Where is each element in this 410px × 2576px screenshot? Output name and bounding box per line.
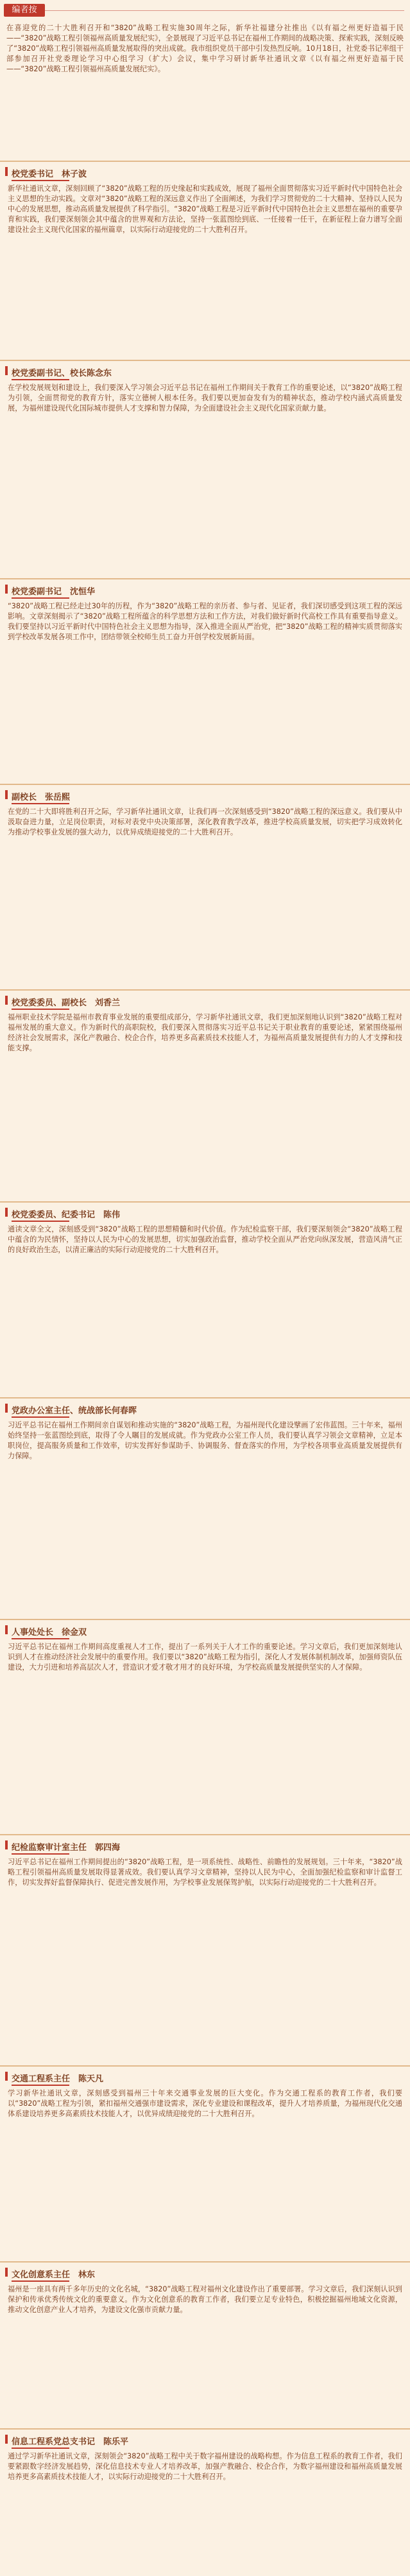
section-title: 校党委委员、副校长 刘香兰 xyxy=(12,998,121,1008)
section-header xyxy=(0,161,410,184)
section-body: 福州是一座具有两千多年历史的文化名城，“3820”战略工程对福州文化建设作出了重要部署。学习文章后，我们深刻认识到保护和传承优秀传统文化的重要意义。作为文化创意系的教育工作者，我们要立足专业特色，积极挖掘福州地域文化资源，推动文化创意产业人才培养，为建设文化强市贡献力量。 xyxy=(8,2285,402,2314)
section-body: “3820”战略工程已经走过30年的历程，作为“3820”战略工程的亲历者、参与者、见证者，我们深切感受到这项工程的深远影响。文章深刻揭示了“3820”战略工程所蕴含的科学思想方法和工作方法，对我们做好新时代高校工作具有重要指导意义。我们要坚持以习近平新时代中国特色社会主义思想为指导，深入推进全面从严治党，把“3820”战略工程的精神实质贯彻落实到学校改革发展各项工作中，团结带领全校师生员工奋力开创学校发展新局面。 xyxy=(8,602,402,641)
section-underline xyxy=(12,379,69,380)
section-title: 纪检监察审计室主任 郭四海 xyxy=(12,1843,121,1853)
section-title: 校党委书记 林子波 xyxy=(12,170,87,179)
section-body: 习近平总书记在福州工作期间高度重视人才工作，提出了一系列关于人才工作的重要论述。学习文章后，我们更加深刻地认识到人才在推动经济社会发展中的重要作用。我们要以“3820”战略工程为指引，深化人才发展体制机制改革，加强师资队伍建设，大力引进和培养高层次人才，营造识才爱才敬才用才的良好环境，为学校高质量发展提供坚实的人才保障。 xyxy=(8,1643,402,1672)
section-3 xyxy=(0,578,410,642)
section-body: 在党的二十大即将胜利召开之际，学习新华社通讯文章，让我们再一次深刻感受到“3820”战略工程的深远意义。我们要从中汲取奋进力量，立足岗位职责，对标对表党中央决策部署，深化教育教学改革，推进学校高质量发展，切实把学习成效转化为推动学校事业发展的强大动力，以优异成绩迎接党的二十大胜利召开。 xyxy=(8,807,402,836)
section-header xyxy=(0,1201,410,1224)
section-body: 习近平总书记在福州工作期间亲自谋划和推动实施的“3820”战略工程，为福州现代化建设擘画了宏伟蓝图。三十年来，福州始终坚持一张蓝图绘到底，取得了令人瞩目的发展成就。作为党政办公室工作人员，我们要认真学习领会文章精神，立足本职岗位，提高服务质量和工作效率，切实发挥好参谋助手、协调服务、督查落实的作用，为学校各项事业高质量发展提供有力保障。 xyxy=(8,1421,402,1460)
section-marker xyxy=(5,1404,8,1413)
section-body: 在学校发展规划和建设上，我们要深入学习领会习近平总书记在福州工作期间关于教育工作的重要论述，以“3820”战略工程为引领，全面贯彻党的教育方针，落实立德树人根本任务。我们要以更加奋发有为的精神状态，推动学校内涵式高质量发展，为福州建设现代化国际城市提供人才支撑和智力保障，为全面建设社会主义现代化国家贡献力量。 xyxy=(8,384,402,412)
section-underline xyxy=(12,1009,69,1010)
section-title: 交通工程系主任 陈天凡 xyxy=(12,2074,104,2084)
section-marker xyxy=(5,1840,8,1849)
section-2 xyxy=(0,360,410,414)
section-marker xyxy=(5,585,8,594)
section-underline xyxy=(12,2085,69,2086)
section-title: 校党委副书记、校长陈念东 xyxy=(12,369,112,378)
header-rule xyxy=(45,10,404,11)
section-title: 人事处处长 徐金双 xyxy=(12,1628,87,1637)
section-body: 福州职业技术学院是福州市教育事业发展的重要组成部分，学习新华社通讯文章，我们更加深刻地认识到“3820”战略工程对福州发展的重大意义。作为新时代的高职院校，我们要深入贯彻落实习近平总书记关于职业教育的重要论述，紧紧围绕福州经济社会发展需求，深化产教融合、校企合作，培养更多高素质技术技能人才，为福州高质量发展提供有力的人才支撑和技能支撑。 xyxy=(8,1013,402,1052)
section-underline xyxy=(12,1416,69,1418)
section-title: 信息工程系党总支书记 陈乐平 xyxy=(12,2437,129,2447)
section-header xyxy=(0,2428,410,2451)
section-8 xyxy=(0,1619,410,1673)
section-title: 党政办公室主任、统战部长何春晖 xyxy=(12,1406,137,1416)
section-marker xyxy=(5,1208,8,1217)
section-underline xyxy=(12,1853,69,1855)
section-5 xyxy=(0,989,410,1054)
section-11 xyxy=(0,2261,410,2315)
section-header xyxy=(0,1397,410,1420)
section-header xyxy=(0,1834,410,1857)
section-1 xyxy=(0,161,410,235)
section-underline xyxy=(12,2280,69,2282)
section-underline xyxy=(12,180,69,181)
section-header xyxy=(0,1619,410,1642)
section-title: 校党委委员、纪委书记 陈伟 xyxy=(12,1210,121,1220)
section-marker xyxy=(5,167,8,176)
section-header xyxy=(0,989,410,1012)
section-title: 校党委副书记 沈恒华 xyxy=(12,587,96,597)
section-underline xyxy=(12,1638,69,1639)
section-body: 习近平总书记在福州工作期间提出的“3820”战略工程，是一项系统性、战略性、前瞻性的发展规划。三十年来，“3820”战略工程引领福州高质量发展取得显著成效。我们要认真学习文章精神，坚持以人民为中心，全面加强纪检监察和审计监督工作，切实发挥好监督保障执行、促进完善发展作用，为学校事业发展保驾护航，以实际行动迎接党的二十大胜利召开。 xyxy=(8,1858,402,1887)
section-header xyxy=(0,2261,410,2284)
section-marker xyxy=(5,1625,8,1634)
section-header xyxy=(0,784,410,807)
header-bar xyxy=(0,0,410,18)
section-body: 通读文章全文，深刻感受到“3820”战略工程的思想精髓和时代价值。作为纪检监察干部，我们要深刻领会“3820”战略工程中蕴含的为民情怀，坚持以人民为中心的发展思想，切实加强政治监督，推动学校全面从严治党向纵深发展，营造风清气正的良好政治生态，以清正廉洁的实际行动迎接党的二十大胜利召开。 xyxy=(8,1225,402,1254)
section-marker xyxy=(5,2435,8,2444)
section-body: 新华社通讯文章，深刻回顾了“3820”战略工程的历史缘起和实践成效，展现了福州全面贯彻落实习近平新时代中国特色社会主义思想的生动实践。文章对“3820”战略工程的深远意义作出了全面阐述，为我们学习贯彻党的二十大精神、坚持以人民为中心的发展思想，推动高质量发展提供了科学指引。“3820”战略工程是习近平新时代中国特色社会主义思想在福州的重要孕育和实践，我们要深刻领会其中蕴含的世界观和方法论，坚持一张蓝图绘到底、一任接着一任干，在新征程上奋力谱写全面建设社会主义现代化国家的福州篇章，以实际行动迎接党的二十大胜利召开。 xyxy=(8,184,402,234)
section-header xyxy=(0,360,410,383)
intro-paragraph: 在喜迎党的二十大胜利召开和“3820”战略工程实施30周年之际，新华社福建分社推出《以有福之州更好造福于民——“3820”战略工程引领福州高质量发展纪实》，全景展现了习近平总书记在福州工作期间的战略决策、探索实践，深刻反映了“3820”战略工程引领福州高质量发展取得的突出成就。我市组织党员干部中引发热烈反响。10月18日，社党委书记率组干部参加召开社党委理论学习中心组学习（扩大）会议，集中学习研讨新华社通讯文章《以有福之州更好造福于民——“3820”战略工程引领福州高质量发展纪实》。 xyxy=(6,24,404,73)
section-title: 副校长 张岳熙 xyxy=(12,793,71,802)
section-4 xyxy=(0,784,410,838)
section-marker xyxy=(5,2268,8,2277)
section-body: 通过学习新华社通讯文章，深刻领会“3820”战略工程中关于数字福州建设的战略构想。作为信息工程系的教育工作者，我们要紧跟数字经济发展趋势，深化信息技术专业人才培养改革，加强产教融合、校企合作，为数字福州建设和福州高质量发展培养更多高素质技术技能人才，以实际行动迎接党的二十大胜利召开。 xyxy=(8,2452,402,2481)
section-header xyxy=(0,578,410,601)
section-marker xyxy=(5,790,8,799)
section-body: 学习新华社通讯文章，深刻感受到福州三十年来交通事业发展的巨大变化。作为交通工程系的教育工作者，我们要以“3820”战略工程为引领，紧扣福州交通强市建设需求，深化专业建设和课程改革，提升人才培养质量，为福州现代化交通体系建设培养更多高素质技术技能人才，以优异成绩迎接党的二十大胜利召开。 xyxy=(8,2089,402,2118)
section-marker xyxy=(5,2072,8,2081)
section-underline xyxy=(12,1221,69,1222)
section-title: 文化创意系主任 林东 xyxy=(12,2270,96,2280)
section-6 xyxy=(0,1201,410,1255)
section-10 xyxy=(0,2065,410,2119)
section-underline xyxy=(12,597,69,599)
section-7 xyxy=(0,1397,410,1461)
section-underline xyxy=(12,2448,69,2449)
section-marker xyxy=(5,366,8,375)
section-9 xyxy=(0,1834,410,1888)
section-12 xyxy=(0,2428,410,2482)
section-header xyxy=(0,2065,410,2088)
section-marker xyxy=(5,996,8,1005)
editor-note-tag: 编者按 xyxy=(4,4,45,17)
section-underline xyxy=(12,803,69,804)
